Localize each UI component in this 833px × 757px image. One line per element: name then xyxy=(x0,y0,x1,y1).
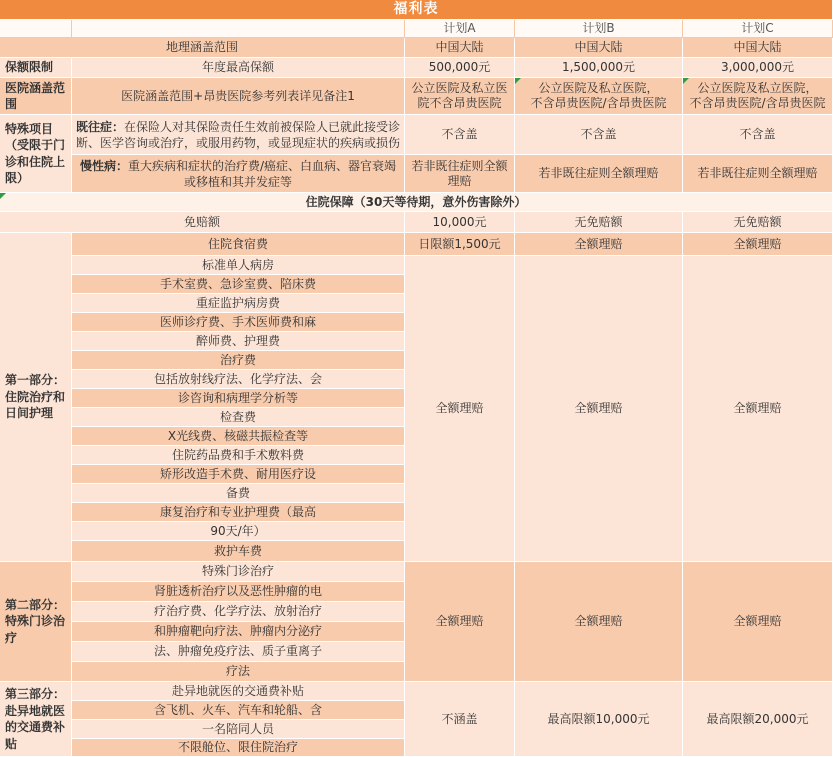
geography-plan-b: 中国大陆 xyxy=(515,38,683,58)
hospital-scope-plan-c: 公立医院及私立医院， 不含昂贵医院/含昂贵医院 xyxy=(689,81,826,110)
pre-existing-description: 在保险人对其保险责任生效前被保险人已就此接受诊断、医学咨询或治疗，或服用药物，或显现症状的疾病或损伤 xyxy=(75,119,401,150)
pre-existing-plan-a: 不含盖 xyxy=(405,115,515,155)
plan-a-header: 计划A xyxy=(405,20,515,38)
part2-item: 疗法 xyxy=(72,662,405,682)
chronic-text xyxy=(75,158,401,190)
part1-item: 包括放射线疗法、化学疗法、会 xyxy=(72,370,405,389)
part1-item: 醉师费、护理费 xyxy=(72,332,405,351)
coverage-limit-category: 保额限制 xyxy=(0,58,72,78)
part1-item: 医师诊疗费、手术医师费和麻 xyxy=(72,313,405,332)
deductible-plan-c: 无免赔额 xyxy=(683,212,833,233)
part2-category: 第二部分：特殊门诊治疗 xyxy=(0,562,72,682)
part3-item: 赴异地就医的交通费补贴 xyxy=(72,682,405,701)
table-title: 福利表 xyxy=(0,0,833,20)
chronic-plan-a: 若非既往症则全额理赔 xyxy=(405,155,515,193)
part1-item: 住院药品费和手术敷料费 xyxy=(72,446,405,465)
part1-item: 手术室费、急诊室费、陪床费 xyxy=(72,275,405,294)
part2-item: 疗治疗费、化学疗法、放射治疗 xyxy=(72,602,405,622)
chronic-plan-c: 若非既往症则全额理赔 xyxy=(683,155,833,193)
hospital-scope-plan-c-cell xyxy=(683,78,833,115)
part3-plan-b: 最高限额10,000元 xyxy=(515,682,683,757)
part2-item: 肾脏透析治疗以及恶性肿瘤的电 xyxy=(72,582,405,602)
room-board-plan-a: 日限额1,500元 xyxy=(405,233,515,256)
hospital-scope-plan-b-cell xyxy=(515,78,683,115)
header-blank-item xyxy=(72,20,405,38)
part1-item: 标准单人病房 xyxy=(72,256,405,275)
pre-existing-plan-c: 不含盖 xyxy=(683,115,833,155)
pre-existing-cell xyxy=(72,115,405,155)
part1-plan-a: 全额理赔 xyxy=(405,256,515,562)
chronic-plan-b: 若非既往症则全额理赔 xyxy=(515,155,683,193)
deductible-label: 免赔额 xyxy=(0,212,405,233)
part1-item: 矫形改造手术费、耐用医疗设 xyxy=(72,465,405,484)
part2-plan-c: 全额理赔 xyxy=(683,562,833,682)
part1-item: 重症监护病房费 xyxy=(72,294,405,313)
chronic-cell xyxy=(72,155,405,193)
room-board-label: 住院食宿费 xyxy=(72,233,405,256)
part1-item: 检查费 xyxy=(72,408,405,427)
coverage-limit-plan-a: 500,000元 xyxy=(405,58,515,78)
part1-plan-c: 全额理赔 xyxy=(683,256,833,562)
geography-plan-a: 中国大陆 xyxy=(405,38,515,58)
part1-item: X光线费、核磁共振检查等 xyxy=(72,427,405,446)
deductible-plan-a: 10,000元 xyxy=(405,212,515,233)
part2-plan-a: 全额理赔 xyxy=(405,562,515,682)
part3-item: 含飞机、火车、汽车和轮船、含 xyxy=(72,701,405,720)
part2-item: 法、肿瘤免疫疗法、质子重离子 xyxy=(72,642,405,662)
part1-item: 诊咨询和病理学分析等 xyxy=(72,389,405,408)
part2-item: 和肿瘤靶向疗法、肿瘤内分泌疗 xyxy=(72,622,405,642)
cell-indicator-icon xyxy=(515,78,521,84)
pre-existing-plan-b: 不含盖 xyxy=(515,115,683,155)
cell-indicator-icon xyxy=(683,78,689,84)
deductible-plan-b: 无免赔额 xyxy=(515,212,683,233)
hospital-scope-plan-a: 公立医院及私立医院不含昂贵医院 xyxy=(405,78,515,115)
plan-b-header: 计划B xyxy=(515,20,683,38)
part1-item: 救护车费 xyxy=(72,541,405,562)
room-board-plan-b: 全额理赔 xyxy=(515,233,683,256)
part1-item: 90天/年） xyxy=(72,522,405,541)
special-items-category: 特殊项目（受限于门诊和住院上限） xyxy=(0,115,72,193)
plan-c-header: 计划C xyxy=(683,20,833,38)
part3-plan-a: 不涵盖 xyxy=(405,682,515,757)
inpatient-section-header xyxy=(0,193,833,212)
coverage-limit-plan-b: 1,500,000元 xyxy=(515,58,683,78)
hospital-scope-plan-b: 公立医院及私立医院， 不含昂贵医院/含昂贵医院 xyxy=(530,81,667,110)
pre-existing-text xyxy=(75,119,401,151)
cell-indicator-icon xyxy=(0,193,6,199)
coverage-limit-label: 年度最高保额 xyxy=(72,58,405,78)
part3-category: 第三部分：赴异地就医的交通费补贴 xyxy=(0,682,72,757)
part1-plan-b: 全额理赔 xyxy=(515,256,683,562)
room-board-plan-c: 全额理赔 xyxy=(683,233,833,256)
part3-item: 不限舱位、限住院治疗 xyxy=(72,739,405,757)
hospital-scope-label: 医院涵盖范围+昂贵医院参考列表详见备注1 xyxy=(72,78,405,115)
part1-item: 备费 xyxy=(72,484,405,503)
part1-item: 治疗费 xyxy=(72,351,405,370)
chronic-term: 慢性病： xyxy=(79,158,128,173)
part1-item: 康复治疗和专业护理费（最高 xyxy=(72,503,405,522)
chronic-description: 重大疾病和症状的治疗费/癌症、白血病、器官衰竭或移植和其并发症等 xyxy=(127,158,397,189)
inpatient-section-title: 住院保障（30天等待期，意外伤害除外） xyxy=(305,194,527,209)
part2-plan-b: 全额理赔 xyxy=(515,562,683,682)
hospital-scope-category: 医院涵盖范围 xyxy=(0,78,72,115)
coverage-limit-plan-c: 3,000,000元 xyxy=(683,58,833,78)
geography-label: 地理涵盖范围 xyxy=(0,38,405,58)
part3-item: 一名陪同人员 xyxy=(72,720,405,739)
part1-category: 第一部分：住院治疗和日间护理 xyxy=(0,233,72,562)
pre-existing-term: 既往症： xyxy=(75,119,124,134)
header-blank-category xyxy=(0,20,72,38)
part3-plan-c: 最高限额20,000元 xyxy=(683,682,833,757)
geography-plan-c: 中国大陆 xyxy=(683,38,833,58)
part2-item: 特殊门诊治疗 xyxy=(72,562,405,582)
